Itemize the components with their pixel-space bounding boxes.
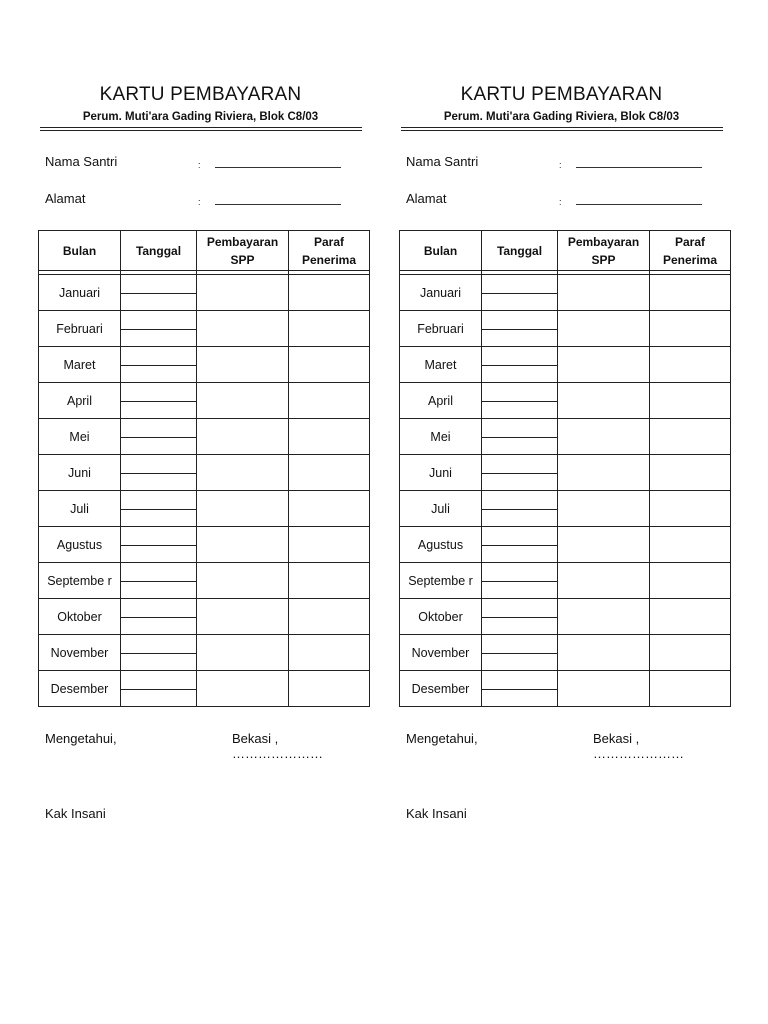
pembayaran-cell[interactable] bbox=[558, 419, 650, 455]
month-cell: Februari bbox=[39, 311, 121, 347]
field-label-nama-santri: Nama Santri bbox=[406, 154, 479, 169]
paraf-cell[interactable] bbox=[650, 635, 731, 671]
tanggal-cell[interactable] bbox=[482, 383, 558, 419]
card-title: KARTU PEMBAYARAN bbox=[99, 84, 302, 105]
field-colon: : bbox=[198, 197, 201, 207]
payment-table bbox=[38, 230, 370, 707]
table-row bbox=[39, 563, 370, 599]
month-cell: Juli bbox=[39, 491, 121, 527]
pembayaran-cell[interactable] bbox=[197, 419, 289, 455]
paraf-cell[interactable] bbox=[650, 383, 731, 419]
paraf-cell[interactable] bbox=[650, 419, 731, 455]
tanggal-cell[interactable] bbox=[482, 347, 558, 383]
month-cell: Juli bbox=[400, 491, 482, 527]
pembayaran-cell[interactable] bbox=[558, 635, 650, 671]
pembayaran-cell[interactable] bbox=[558, 275, 650, 311]
header-pembayaran-spp: Pembayaran SPP bbox=[558, 231, 650, 271]
tanggal-divider bbox=[121, 293, 196, 294]
month-cell: Januari bbox=[39, 275, 121, 311]
tanggal-cell[interactable] bbox=[121, 455, 197, 491]
tanggal-cell[interactable] bbox=[482, 491, 558, 527]
payment-card-right bbox=[399, 0, 730, 1024]
paraf-cell[interactable] bbox=[289, 599, 370, 635]
pembayaran-cell[interactable] bbox=[197, 527, 289, 563]
card-subtitle: Perum. Muti'ara Gading Riviera, Blok C8/03 bbox=[443, 111, 680, 123]
paraf-cell[interactable] bbox=[289, 419, 370, 455]
pembayaran-cell[interactable] bbox=[197, 491, 289, 527]
table-row bbox=[400, 563, 731, 599]
tanggal-cell[interactable] bbox=[121, 275, 197, 311]
table-row bbox=[39, 383, 370, 419]
pembayaran-cell[interactable] bbox=[558, 383, 650, 419]
paraf-cell[interactable] bbox=[289, 491, 370, 527]
paraf-cell[interactable] bbox=[650, 527, 731, 563]
pembayaran-cell[interactable] bbox=[197, 599, 289, 635]
field-colon: : bbox=[559, 160, 562, 170]
tanggal-cell[interactable] bbox=[482, 311, 558, 347]
table-row bbox=[400, 671, 731, 707]
month-cell: Februari bbox=[400, 311, 482, 347]
tanggal-cell[interactable] bbox=[482, 275, 558, 311]
month-cell: Septembe r bbox=[39, 563, 121, 599]
table-row bbox=[39, 347, 370, 383]
header-tanggal: Tanggal bbox=[482, 231, 558, 271]
tanggal-divider bbox=[482, 473, 557, 474]
tanggal-cell[interactable] bbox=[121, 347, 197, 383]
table-row bbox=[400, 419, 731, 455]
table-row bbox=[400, 599, 731, 635]
pembayaran-cell[interactable] bbox=[197, 347, 289, 383]
tanggal-divider bbox=[121, 581, 196, 582]
month-cell: November bbox=[39, 635, 121, 671]
tanggal-cell[interactable] bbox=[121, 563, 197, 599]
header-paraf-penerima: Paraf Penerima bbox=[650, 231, 731, 271]
tanggal-cell[interactable] bbox=[121, 671, 197, 707]
table-row bbox=[39, 527, 370, 563]
field-colon: : bbox=[559, 197, 562, 207]
tanggal-divider bbox=[121, 617, 196, 618]
paraf-cell[interactable] bbox=[289, 383, 370, 419]
nama-santri-line[interactable] bbox=[215, 167, 341, 168]
pembayaran-cell[interactable] bbox=[197, 383, 289, 419]
month-rows bbox=[39, 271, 370, 707]
tanggal-divider bbox=[121, 401, 196, 402]
paraf-cell[interactable] bbox=[650, 311, 731, 347]
month-cell: Mei bbox=[39, 419, 121, 455]
tanggal-cell[interactable] bbox=[482, 455, 558, 491]
field-label-alamat: Alamat bbox=[406, 191, 447, 206]
header-tanggal: Tanggal bbox=[121, 231, 197, 271]
table-row bbox=[39, 491, 370, 527]
pembayaran-cell[interactable] bbox=[197, 635, 289, 671]
tanggal-divider bbox=[121, 473, 196, 474]
paraf-cell[interactable] bbox=[289, 671, 370, 707]
pembayaran-cell[interactable] bbox=[558, 599, 650, 635]
month-cell: Mei bbox=[400, 419, 482, 455]
header-paraf-penerima: Paraf Penerima bbox=[289, 231, 370, 271]
paraf-cell[interactable] bbox=[289, 275, 370, 311]
acknowledge-label: Mengetahui, bbox=[45, 731, 117, 746]
tanggal-divider bbox=[482, 689, 557, 690]
month-cell: Agustus bbox=[39, 527, 121, 563]
pembayaran-cell[interactable] bbox=[558, 455, 650, 491]
tanggal-divider bbox=[482, 401, 557, 402]
signer-name: Kak Insani bbox=[406, 806, 467, 821]
title-rule-bottom bbox=[401, 130, 723, 131]
tanggal-divider bbox=[482, 329, 557, 330]
month-cell: November bbox=[400, 635, 482, 671]
header-bulan: Bulan bbox=[39, 231, 121, 271]
month-cell: Desember bbox=[39, 671, 121, 707]
tanggal-cell[interactable] bbox=[121, 635, 197, 671]
title-rule-bottom bbox=[40, 130, 362, 131]
payment-table bbox=[399, 230, 731, 707]
tanggal-divider bbox=[121, 437, 196, 438]
paraf-cell[interactable] bbox=[289, 635, 370, 671]
table-row bbox=[400, 527, 731, 563]
nama-santri-line[interactable] bbox=[576, 167, 702, 168]
tanggal-divider bbox=[482, 653, 557, 654]
pembayaran-cell[interactable] bbox=[558, 347, 650, 383]
alamat-line[interactable] bbox=[215, 204, 341, 205]
month-cell: Desember bbox=[400, 671, 482, 707]
tanggal-cell[interactable] bbox=[482, 671, 558, 707]
tanggal-divider bbox=[482, 365, 557, 366]
table-row bbox=[39, 419, 370, 455]
tanggal-divider bbox=[121, 653, 196, 654]
pembayaran-cell[interactable] bbox=[197, 275, 289, 311]
month-cell: Oktober bbox=[39, 599, 121, 635]
tanggal-cell[interactable] bbox=[121, 491, 197, 527]
table-row bbox=[400, 635, 731, 671]
tanggal-cell[interactable] bbox=[482, 635, 558, 671]
paraf-cell[interactable] bbox=[650, 455, 731, 491]
table-row bbox=[39, 275, 370, 311]
table-row bbox=[39, 671, 370, 707]
tanggal-divider bbox=[121, 365, 196, 366]
month-cell: Juni bbox=[400, 455, 482, 491]
place-date: Bekasi , ………………… bbox=[232, 731, 323, 761]
tanggal-divider bbox=[482, 617, 557, 618]
pembayaran-cell[interactable] bbox=[558, 671, 650, 707]
table-row bbox=[400, 491, 731, 527]
pembayaran-cell[interactable] bbox=[197, 311, 289, 347]
table-row bbox=[39, 599, 370, 635]
pembayaran-cell[interactable] bbox=[197, 671, 289, 707]
tanggal-divider bbox=[482, 293, 557, 294]
field-label-nama-santri: Nama Santri bbox=[45, 154, 118, 169]
month-cell: April bbox=[400, 383, 482, 419]
title-rule-top bbox=[40, 127, 362, 128]
paraf-cell[interactable] bbox=[289, 455, 370, 491]
month-rows bbox=[400, 271, 731, 707]
card-subtitle: Perum. Muti'ara Gading Riviera, Blok C8/03 bbox=[82, 111, 319, 123]
pembayaran-cell[interactable] bbox=[558, 311, 650, 347]
paraf-cell[interactable] bbox=[650, 671, 731, 707]
paraf-cell[interactable] bbox=[650, 275, 731, 311]
card-title: KARTU PEMBAYARAN bbox=[460, 84, 663, 105]
pembayaran-cell[interactable] bbox=[558, 527, 650, 563]
paraf-cell[interactable] bbox=[650, 563, 731, 599]
paraf-cell[interactable] bbox=[289, 527, 370, 563]
table-row bbox=[39, 455, 370, 491]
tanggal-cell[interactable] bbox=[121, 599, 197, 635]
tanggal-cell[interactable] bbox=[482, 527, 558, 563]
tanggal-divider bbox=[482, 581, 557, 582]
pembayaran-cell[interactable] bbox=[558, 563, 650, 599]
pembayaran-cell[interactable] bbox=[197, 455, 289, 491]
month-cell: Juni bbox=[39, 455, 121, 491]
month-cell: Agustus bbox=[400, 527, 482, 563]
pembayaran-cell[interactable] bbox=[197, 563, 289, 599]
alamat-line[interactable] bbox=[576, 204, 702, 205]
tanggal-cell[interactable] bbox=[121, 383, 197, 419]
tanggal-divider bbox=[121, 329, 196, 330]
tanggal-cell[interactable] bbox=[482, 419, 558, 455]
month-cell: Oktober bbox=[400, 599, 482, 635]
paraf-cell[interactable] bbox=[289, 347, 370, 383]
table-row bbox=[400, 347, 731, 383]
table-row bbox=[39, 311, 370, 347]
table-row bbox=[400, 455, 731, 491]
month-cell: Januari bbox=[400, 275, 482, 311]
tanggal-cell[interactable] bbox=[482, 599, 558, 635]
tanggal-divider bbox=[121, 689, 196, 690]
tanggal-cell[interactable] bbox=[482, 563, 558, 599]
table-row bbox=[39, 635, 370, 671]
tanggal-cell[interactable] bbox=[121, 419, 197, 455]
tanggal-divider bbox=[482, 437, 557, 438]
table-row bbox=[400, 383, 731, 419]
paraf-cell[interactable] bbox=[289, 563, 370, 599]
paraf-cell[interactable] bbox=[650, 491, 731, 527]
signer-name: Kak Insani bbox=[45, 806, 106, 821]
tanggal-divider bbox=[482, 545, 557, 546]
tanggal-cell[interactable] bbox=[121, 311, 197, 347]
tanggal-divider bbox=[482, 509, 557, 510]
paraf-cell[interactable] bbox=[650, 347, 731, 383]
table-row bbox=[400, 311, 731, 347]
title-rule-top bbox=[401, 127, 723, 128]
pembayaran-cell[interactable] bbox=[558, 491, 650, 527]
acknowledge-label: Mengetahui, bbox=[406, 731, 478, 746]
paraf-cell[interactable] bbox=[650, 599, 731, 635]
month-cell: Septembe r bbox=[400, 563, 482, 599]
tanggal-cell[interactable] bbox=[121, 527, 197, 563]
tanggal-divider bbox=[121, 509, 196, 510]
month-cell: Maret bbox=[400, 347, 482, 383]
month-cell: April bbox=[39, 383, 121, 419]
paraf-cell[interactable] bbox=[289, 311, 370, 347]
payment-card-left bbox=[38, 0, 369, 1024]
place-date: Bekasi , ………………… bbox=[593, 731, 684, 761]
table-row bbox=[400, 275, 731, 311]
field-label-alamat: Alamat bbox=[45, 191, 86, 206]
header-bulan: Bulan bbox=[400, 231, 482, 271]
month-cell: Maret bbox=[39, 347, 121, 383]
field-colon: : bbox=[198, 160, 201, 170]
header-pembayaran-spp: Pembayaran SPP bbox=[197, 231, 289, 271]
tanggal-divider bbox=[121, 545, 196, 546]
